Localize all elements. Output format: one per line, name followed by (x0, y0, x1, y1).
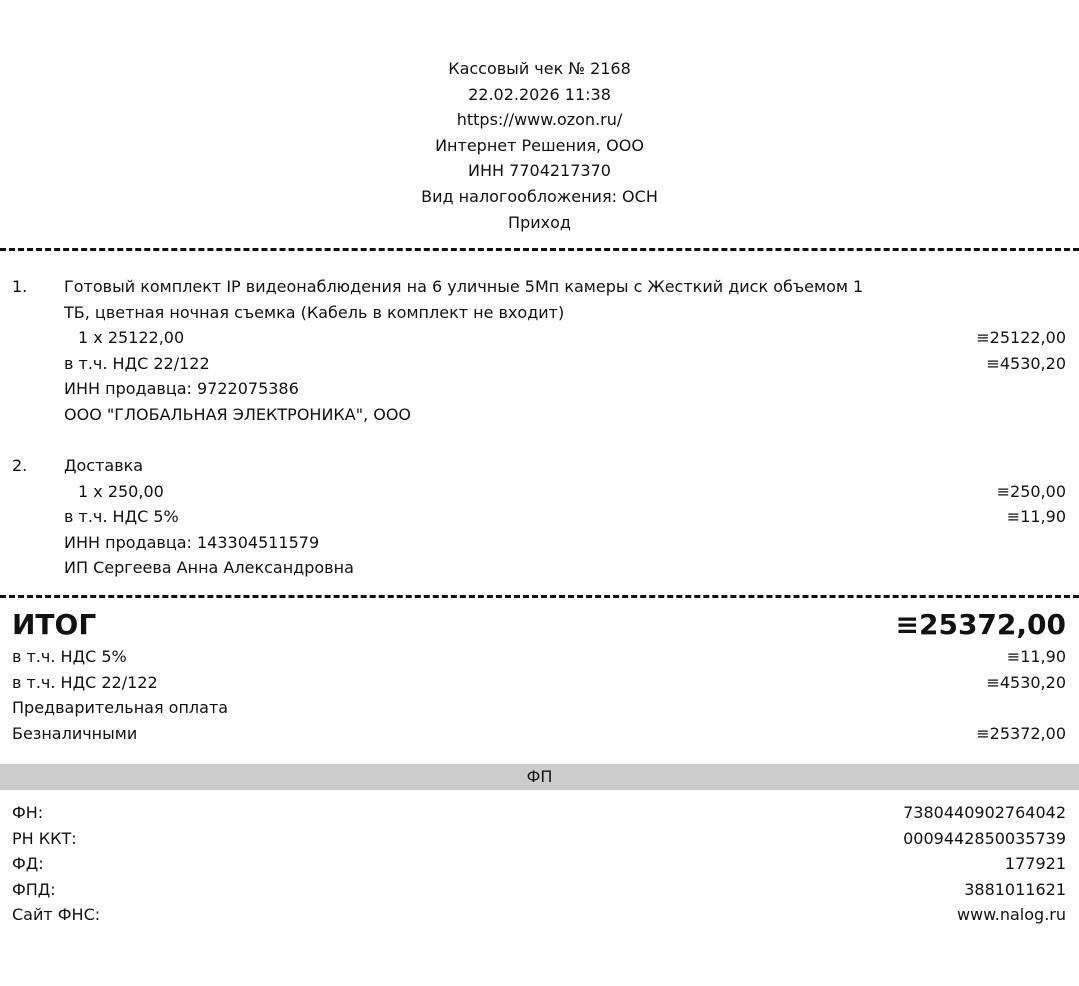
item-seller-name: ИП Сергеева Анна Александровна (64, 558, 354, 578)
fiscal-row (12, 826, 1066, 852)
operation-type: Приход (508, 212, 571, 232)
prepayment-row (12, 695, 1066, 721)
tax-system: Вид налогообложения: ОСН (421, 186, 658, 206)
fiscal-row (12, 902, 1066, 928)
item-name-line1: Доставка (64, 456, 144, 475)
fiscal-value: 3881011621 (964, 879, 1066, 899)
item-seller-name: ООО "ГЛОБАЛЬНАЯ ЭЛЕКТРОНИКА", ООО (64, 404, 412, 424)
fiscal-row (12, 877, 1066, 903)
grand-total-label: ИТОГ (12, 608, 97, 641)
dashed-divider (0, 595, 1079, 598)
fiscal-label: ФД: (12, 854, 44, 874)
fiscal-label: Сайт ФНС: (12, 905, 101, 925)
item-vat-amount: ≡4530,20 (986, 353, 1066, 373)
receipt-title: Кассовый чек № 2168 (448, 59, 631, 78)
cashless-label: Безналичными (12, 723, 138, 743)
fiscal-value: 177921 (1004, 854, 1066, 874)
receipt-datetime: 22.02.2026 11:38 (468, 84, 611, 104)
total-vat5-row (12, 644, 1066, 670)
item-vat-row (64, 351, 1066, 377)
item-amount: ≡25122,00 (976, 328, 1066, 348)
item-qty-price: 1 x 25122,00 (78, 328, 185, 348)
item-seller-inn: ИНН продавца: 143304511579 (64, 532, 320, 552)
item-name-line2: ТБ, цветная ночная съемка (Кабель в комплект не входит) (64, 302, 565, 322)
fp-section-header: ФП (0, 764, 1079, 790)
fiscal-row (12, 851, 1066, 877)
fiscal-label: ФН: (12, 803, 44, 822)
cashless-amount: ≡25372,00 (976, 723, 1066, 743)
fiscal-value: 7380440902764042 (903, 803, 1066, 822)
grand-total-amount: ≡25372,00 (895, 608, 1066, 641)
grand-total-row (12, 606, 1066, 644)
company-inn: ИНН 7704217370 (468, 161, 611, 181)
item-qty-row (64, 325, 1066, 351)
prepayment-label: Предварительная оплата (12, 698, 229, 718)
dashed-divider (0, 248, 1079, 251)
receipt-website: https://www.ozon.ru/ (456, 110, 623, 130)
total-vat22-label: в т.ч. НДС 22/122 (12, 672, 158, 692)
item-qty-price: 1 x 250,00 (78, 481, 164, 501)
item-vat-label: в т.ч. НДС 5% (64, 507, 179, 527)
item-vat-label: в т.ч. НДС 22/122 (64, 353, 210, 373)
totals-section (12, 606, 1066, 746)
fiscal-data (12, 800, 1066, 928)
fiscal-label: ФПД: (12, 879, 56, 899)
total-vat5-label: в т.ч. НДС 5% (12, 647, 127, 666)
fiscal-label: РН ККТ: (12, 828, 77, 848)
fiscal-value: www.nalog.ru (956, 905, 1066, 925)
item-vat-row (64, 504, 1066, 530)
total-vat22-row (12, 670, 1066, 696)
item-number: 1. (12, 277, 28, 296)
item-amount: ≡250,00 (996, 481, 1066, 501)
company-name: Интернет Решения, ООО (435, 135, 644, 155)
item-body (64, 274, 1066, 428)
total-vat22-amount: ≡4530,20 (986, 672, 1066, 692)
item-body (64, 453, 1066, 581)
fiscal-row (12, 800, 1066, 826)
total-vat5-amount: ≡11,90 (1006, 647, 1066, 666)
cashless-row (12, 721, 1066, 747)
fiscal-value: 0009442850035739 (903, 828, 1066, 848)
item-qty-row (64, 479, 1066, 505)
item-name-line1: Готовый комплект IP видеонаблюдения на 6 уличные 5Мп камеры с Жесткий диск объемом 1 (64, 277, 864, 296)
receipt-header (0, 56, 1079, 235)
item-seller-inn: ИНН продавца: 9722075386 (64, 379, 299, 399)
item-number: 2. (12, 456, 28, 475)
item-vat-amount: ≡11,90 (1006, 507, 1066, 527)
